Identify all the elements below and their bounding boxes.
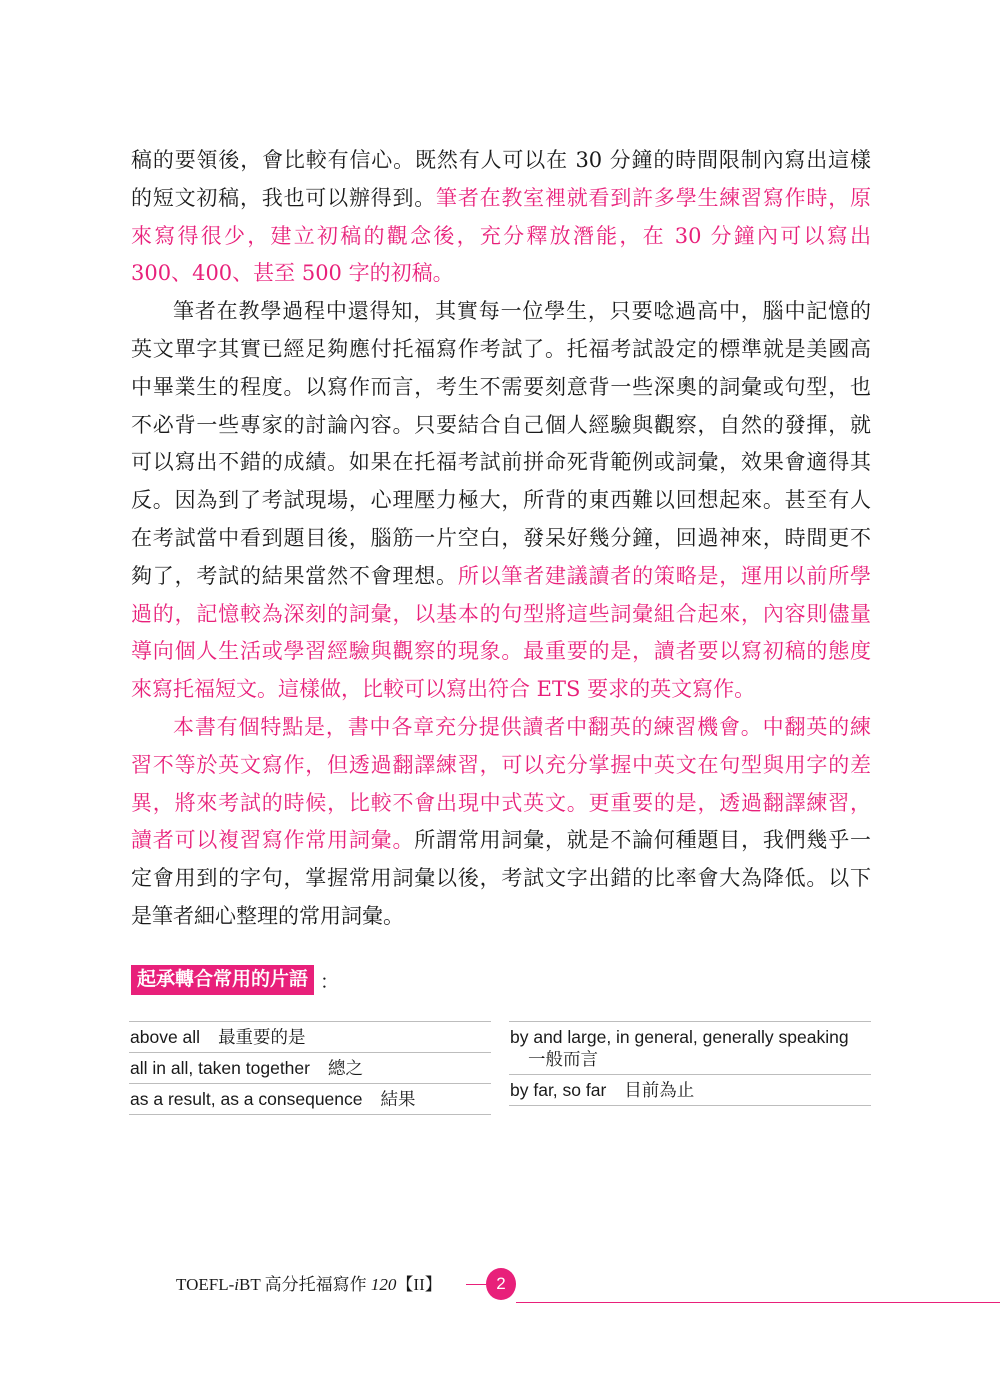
phrase-english: by and large, in general, generally speaking: [510, 1027, 849, 1047]
book-title: TOEFL-iBT 高分托福寫作 120【II】: [176, 1275, 442, 1294]
text-line: [131, 596, 871, 634]
phrase-english: as a result, as a consequence: [130, 1089, 363, 1109]
phrase-table-left: [129, 1021, 491, 1115]
phrase-table-right: [509, 1021, 871, 1106]
highlighted-text: 所以筆者建議讀者的策略是，運用以前所學: [457, 563, 872, 588]
phrase-chinese: 一般而言: [528, 1049, 598, 1069]
text-line: [131, 747, 871, 785]
page-footer: [0, 1260, 1000, 1320]
phrase-row: [129, 1084, 491, 1115]
phrase-row: [509, 1022, 871, 1075]
text-line: 稿的要領後，會比較有信心。既然有人可以在 30 分鐘的時間限制內寫出這樣: [131, 148, 871, 172]
phrase-row: [129, 1053, 491, 1084]
text-line: [131, 785, 871, 823]
text-line: 夠了，考試的結果當然不會理想。所以筆者建議讀者的策略是，運用以前所學: [131, 563, 872, 588]
text-line: [131, 255, 871, 293]
text-line: 中畢業生的程度。以寫作而言，考生不需要刻意背一些深奧的詞彙或句型，也: [131, 374, 871, 399]
phrase-english: by far, so far: [510, 1080, 607, 1100]
phrase-chinese: 目前為止: [624, 1080, 695, 1100]
phrase-english: all in all, taken together: [130, 1058, 310, 1078]
phrase-row: [129, 1022, 491, 1053]
text-line: 可以寫出不錯的成績。如果在托福考試前拼命死背範例或詞彙，效果會適得其: [131, 450, 871, 475]
text-line: [131, 218, 871, 256]
highlighted-text: 讀者可以複習寫作常用詞彙。: [131, 828, 415, 853]
text-line: 反。因為到了考試現場，心理壓力極大，所背的東西難以回想起來。甚至有人: [131, 488, 871, 513]
section-heading-colon: ：: [320, 970, 340, 993]
text-line: 是筆者細心整理的常用詞彙。: [131, 903, 404, 928]
phrase-english: above all: [130, 1027, 201, 1047]
text-line: 的短文初稿，我也可以辦得到。筆者在教室裡就看到許多學生練習寫作時，原: [131, 185, 871, 210]
text-line: 定會用到的字句，掌握常用詞彙以後，考試文字出錯的比率會大為降低。以下: [131, 866, 871, 891]
footer-rule: [466, 1284, 486, 1285]
highlighted-text: 過的，記憶較為深刻的詞彙，以基本的句型將這些詞彙組合起來，內容則儘量: [131, 601, 871, 626]
highlighted-text: 習不等於英文寫作，但透過翻譯練習，可以充分掌握中英文在句型與用字的差: [131, 752, 871, 777]
body-text: [131, 142, 871, 936]
section-heading: [131, 965, 339, 995]
phrase-chinese: 總之: [327, 1058, 363, 1078]
highlighted-text: 筆者在教室裡就看到許多學生練習寫作時，原: [436, 185, 871, 210]
text-line: [131, 633, 871, 671]
text-line: [131, 709, 871, 747]
highlighted-text: 導向個人生活或學習經驗與觀察的現象。最重要的是，讀者要以寫初稿的態度: [131, 639, 871, 664]
text-line: 在考試當中看到題目後，腦筋一片空白，發呆好幾分鐘，回過神來，時間更不: [131, 525, 871, 550]
phrase-chinese: 最重要的是: [218, 1027, 306, 1047]
highlighted-text: 來寫托福短文。這樣做，比較可以寫出符合 ETS 要求的英文寫作。: [131, 677, 756, 702]
highlighted-text: 異，將來考試的時候，比較不會出現中式英文。更重要的是，透過翻譯練習，: [131, 790, 871, 815]
footer-rule: [516, 1302, 1000, 1303]
page-number: 2: [486, 1268, 516, 1300]
highlighted-text: 來寫得很少，建立初稿的觀念後，充分釋放潛能，在 30 分鐘內可以寫出: [131, 223, 871, 248]
highlighted-text: 本書有個特點是，書中各章充分提供讀者中翻英的練習機會。中翻英的練: [173, 714, 871, 739]
phrase-row: [509, 1075, 871, 1106]
phrase-chinese: 結果: [380, 1089, 416, 1109]
text-line: [131, 671, 871, 709]
section-heading-title: 起承轉合常用的片語: [131, 965, 314, 995]
highlighted-text: 300、400、甚至 500 字的初稿。: [131, 261, 454, 286]
text-line: 筆者在教學過程中還得知，其實每一位學生，只要唸過高中，腦中記憶的: [173, 299, 871, 324]
text-line: 讀者可以複習寫作常用詞彙。所謂常用詞彙，就是不論何種題目，我們幾乎一: [131, 828, 872, 853]
text-line: 英文單字其實已經足夠應付托福寫作考試了。托福考試設定的標準就是美國高: [131, 336, 871, 361]
text-line: 不必背一些專家的討論內容。只要結合自己個人經驗與觀察，自然的發揮，就: [131, 412, 871, 437]
